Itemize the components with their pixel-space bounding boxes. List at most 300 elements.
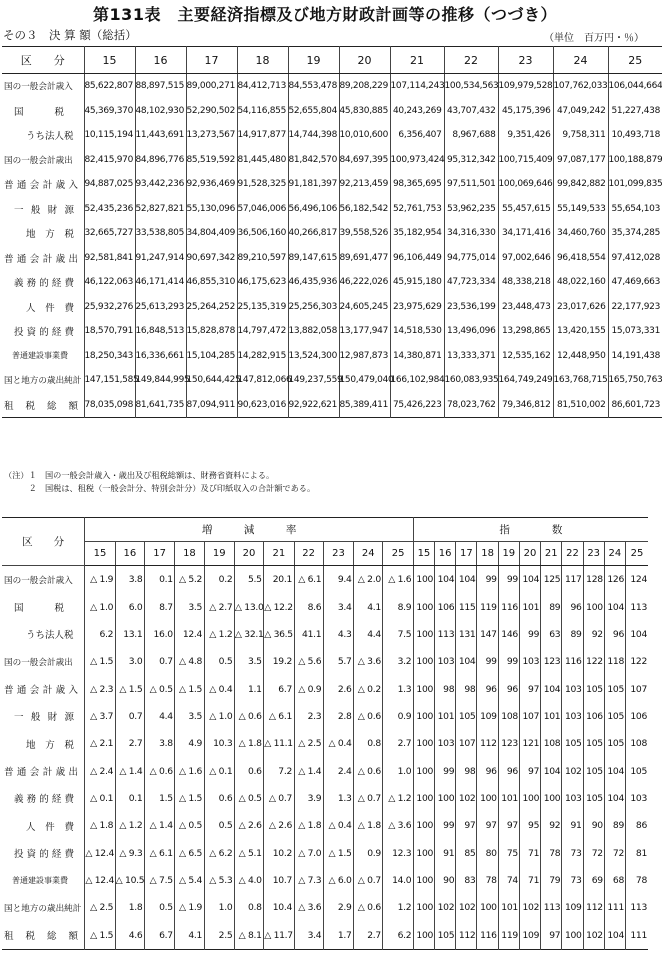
growth-year-header: 19: [204, 542, 234, 566]
index-cell: 106: [435, 593, 456, 620]
value-cell: 10,115,194: [84, 123, 135, 148]
value-cell: 23,448,473: [498, 295, 553, 320]
table-row: [2, 295, 662, 320]
growth-cell: △ 2.7: [204, 593, 234, 620]
growth-cell: △ 3.6: [294, 894, 323, 921]
index-cell: 105: [435, 921, 456, 949]
table-row: [2, 812, 648, 839]
value-cell: 89,208,229: [339, 74, 390, 99]
growth-cell: 2.8: [323, 703, 353, 730]
value-cell: 8,967,688: [444, 123, 498, 148]
growth-cell: 10.7: [264, 867, 294, 894]
value-cell: 160,083,935: [444, 368, 498, 393]
index-cell: 100: [413, 921, 434, 949]
row-label: [2, 648, 85, 675]
value-cell: 52,827,821: [135, 197, 186, 222]
index-year-header: 23: [583, 542, 604, 566]
growth-cell: △ 0.1: [204, 757, 234, 784]
value-cell: 48,102,930: [135, 99, 186, 124]
index-cell: 101: [519, 593, 540, 620]
index-cell: 78: [477, 867, 498, 894]
growth-cell: △ 0.5: [234, 785, 263, 812]
growth-cell: 6.0: [115, 593, 144, 620]
table-row: [2, 730, 648, 757]
growth-cell: 13.1: [115, 621, 144, 648]
value-cell: 35,374,285: [608, 221, 662, 246]
value-cell: 107,762,033: [553, 74, 608, 99]
value-cell: 56,496,106: [288, 197, 339, 222]
value-cell: 55,457,615: [498, 197, 553, 222]
growth-cell: 7.2: [264, 757, 294, 784]
index-cell: 98: [435, 675, 456, 702]
growth-cell: △ 10.5: [115, 867, 144, 894]
growth-cell: △ 1.8: [234, 730, 263, 757]
value-cell: 89,147,615: [288, 246, 339, 271]
index-cell: 97: [519, 675, 540, 702]
value-cell: 12,448,950: [553, 344, 608, 369]
growth-cell: 0.8: [234, 894, 263, 921]
index-cell: 119: [498, 921, 519, 949]
table-row: [2, 393, 662, 418]
growth-cell: 4.3: [323, 621, 353, 648]
table-header-row: [2, 542, 648, 566]
notes: [4, 469, 315, 495]
growth-cell: 2.5: [204, 921, 234, 949]
index-cell: 100: [435, 785, 456, 812]
index-cell: 97: [498, 812, 519, 839]
growth-cell: 12.3: [383, 839, 413, 866]
index-cell: 74: [498, 867, 519, 894]
table-row: [2, 197, 662, 222]
index-year-header: 16: [435, 542, 456, 566]
row-label: [2, 319, 84, 344]
index-cell: 78: [626, 867, 648, 894]
value-cell: 15,073,331: [608, 319, 662, 344]
index-cell: 97: [541, 921, 562, 949]
index-cell: 104: [435, 566, 456, 594]
row-label: [2, 785, 85, 812]
index-cell: 112: [583, 894, 604, 921]
growth-year-header: 16: [115, 542, 144, 566]
index-cell: 104: [541, 757, 562, 784]
index-cell: 98: [456, 675, 477, 702]
growth-cell: 1.3: [323, 785, 353, 812]
index-cell: 78: [541, 839, 562, 866]
value-cell: 14,797,472: [237, 319, 288, 344]
growth-cell: △ 1.5: [175, 785, 204, 812]
index-cell: 100: [413, 621, 434, 648]
growth-cell: 3.5: [175, 593, 204, 620]
value-cell: 48,338,218: [498, 270, 553, 295]
year-header: 22: [444, 47, 498, 74]
index-cell: 107: [519, 703, 540, 730]
row-label: [2, 621, 85, 648]
growth-cell: △ 7.0: [294, 839, 323, 866]
index-cell: 102: [456, 785, 477, 812]
growth-cell: 41.1: [294, 621, 323, 648]
index-cell: 100: [413, 566, 434, 594]
index-cell: 106: [626, 703, 648, 730]
value-cell: 46,175,623: [237, 270, 288, 295]
growth-cell: △ 12.4: [85, 839, 115, 866]
value-cell: 25,932,276: [84, 295, 135, 320]
growth-cell: △ 0.7: [354, 867, 383, 894]
index-cell: 99: [435, 757, 456, 784]
value-cell: 96,418,554: [553, 246, 608, 271]
value-cell: 95,312,342: [444, 148, 498, 173]
index-cell: 96: [604, 621, 625, 648]
value-cell: 109,979,528: [498, 74, 553, 99]
value-cell: 85,389,411: [339, 393, 390, 418]
table-row: [2, 319, 662, 344]
growth-cell: △ 1.8: [85, 812, 115, 839]
growth-cell: 0.8: [354, 730, 383, 757]
index-cell: 100: [583, 593, 604, 620]
value-cell: 13,298,865: [498, 319, 553, 344]
value-cell: 100,069,646: [498, 172, 553, 197]
value-cell: 12,535,162: [498, 344, 553, 369]
index-cell: 104: [541, 675, 562, 702]
value-cell: 18,250,343: [84, 344, 135, 369]
growth-index-table: [2, 517, 648, 950]
row-label-text: 国 税: [14, 603, 64, 615]
index-cell: 72: [604, 839, 625, 866]
growth-cell: 16.0: [144, 621, 174, 648]
table-row: [2, 867, 648, 894]
index-cell: 104: [519, 566, 540, 594]
index-cell: 115: [456, 593, 477, 620]
index-cell: 100: [413, 757, 434, 784]
index-cell: 109: [477, 703, 498, 730]
growth-year-header: 18: [175, 542, 204, 566]
index-cell: 99: [435, 812, 456, 839]
value-cell: 13,882,058: [288, 319, 339, 344]
index-cell: 72: [583, 839, 604, 866]
growth-cell: △ 1.9: [175, 894, 204, 921]
value-cell: 14,282,915: [237, 344, 288, 369]
value-cell: 12,987,873: [339, 344, 390, 369]
row-label: [2, 123, 84, 148]
value-cell: 57,046,006: [237, 197, 288, 222]
growth-cell: 7.5: [383, 621, 413, 648]
growth-cell: 1.0: [383, 757, 413, 784]
index-cell: 103: [519, 648, 540, 675]
value-cell: 100,973,424: [390, 148, 444, 173]
row-label-text: 普通会計歳出: [4, 253, 78, 265]
index-cell: 128: [583, 566, 604, 594]
value-cell: 55,654,103: [608, 197, 662, 222]
growth-cell: △ 1.5: [85, 648, 115, 675]
growth-cell: △ 1.9: [85, 566, 115, 594]
growth-cell: △ 5.1: [234, 839, 263, 866]
growth-year-header: 20: [234, 542, 263, 566]
growth-cell: 2.9: [323, 894, 353, 921]
growth-cell: △ 1.4: [115, 757, 144, 784]
growth-cell: 12.4: [175, 621, 204, 648]
row-label: [2, 730, 85, 757]
index-cell: 100: [413, 812, 434, 839]
index-cell: 63: [541, 621, 562, 648]
table-row: [2, 921, 648, 949]
value-cell: 150,479,040: [339, 368, 390, 393]
growth-cell: △ 1.5: [323, 839, 353, 866]
index-cell: 105: [583, 730, 604, 757]
value-cell: 87,094,911: [186, 393, 237, 418]
value-cell: 81,510,002: [553, 393, 608, 418]
growth-cell: △ 4.8: [175, 648, 204, 675]
index-cell: 89: [562, 621, 583, 648]
header-index-group: 指 数: [413, 518, 648, 542]
settlement-table: [2, 46, 662, 418]
value-cell: 164,749,249: [498, 368, 553, 393]
value-cell: 53,962,235: [444, 197, 498, 222]
value-cell: 97,002,646: [498, 246, 553, 271]
index-cell: 123: [541, 648, 562, 675]
value-cell: 52,435,236: [84, 197, 135, 222]
value-cell: 13,177,947: [339, 319, 390, 344]
growth-cell: 4.1: [175, 921, 204, 949]
table-row: [2, 785, 648, 812]
index-cell: 147: [477, 621, 498, 648]
row-label: [2, 74, 84, 99]
value-cell: 36,506,160: [237, 221, 288, 246]
value-cell: 55,149,533: [553, 197, 608, 222]
index-cell: 96: [498, 757, 519, 784]
index-cell: 108: [626, 730, 648, 757]
growth-cell: 6.7: [264, 675, 294, 702]
growth-cell: 0.1: [115, 785, 144, 812]
growth-cell: △ 3.7: [85, 703, 115, 730]
year-header: 18: [237, 47, 288, 74]
row-label-text: 国の一般会計歳出: [4, 657, 73, 668]
index-cell: 71: [519, 867, 540, 894]
value-cell: 165,750,763: [608, 368, 662, 393]
value-cell: 48,022,160: [553, 270, 608, 295]
row-label-text: 人件費: [26, 302, 74, 314]
growth-cell: 0.2: [204, 566, 234, 594]
index-cell: 80: [477, 839, 498, 866]
index-cell: 92: [541, 812, 562, 839]
growth-cell: △ 2.5: [294, 730, 323, 757]
unit-label: （単位 百万円・％）: [544, 33, 644, 44]
row-label-text: 一般財源: [14, 712, 74, 724]
value-cell: 98,365,695: [390, 172, 444, 197]
value-cell: 13,333,371: [444, 344, 498, 369]
row-label-text: 義務的経費: [14, 794, 74, 806]
value-cell: 45,369,370: [84, 99, 135, 124]
year-header: 24: [553, 47, 608, 74]
table-row: [2, 246, 662, 271]
row-label-text: 国の一般会計歳出: [4, 155, 73, 166]
index-cell: 103: [626, 785, 648, 812]
row-label-text: うち法人税: [26, 131, 74, 143]
growth-cell: △ 1.0: [204, 703, 234, 730]
index-cell: 95: [519, 812, 540, 839]
index-cell: 90: [435, 867, 456, 894]
table-row: [2, 894, 648, 921]
index-cell: 101: [435, 703, 456, 730]
growth-cell: 14.0: [383, 867, 413, 894]
growth-cell: 0.9: [354, 839, 383, 866]
index-cell: 103: [435, 730, 456, 757]
growth-cell: △ 0.6: [234, 703, 263, 730]
index-cell: 104: [456, 566, 477, 594]
index-cell: 101: [498, 785, 519, 812]
index-cell: 105: [583, 675, 604, 702]
index-cell: 73: [562, 867, 583, 894]
index-cell: 102: [456, 894, 477, 921]
value-cell: 15,104,285: [186, 344, 237, 369]
value-cell: 40,266,817: [288, 221, 339, 246]
index-year-header: 25: [626, 542, 648, 566]
growth-cell: △ 1.2: [115, 812, 144, 839]
year-header: 17: [186, 47, 237, 74]
growth-cell: 1.7: [323, 921, 353, 949]
growth-cell: 8.6: [294, 593, 323, 620]
index-cell: 96: [562, 593, 583, 620]
value-cell: 89,000,271: [186, 74, 237, 99]
index-cell: 105: [456, 703, 477, 730]
index-cell: 118: [604, 648, 625, 675]
year-header: 25: [608, 47, 662, 74]
index-cell: 103: [435, 648, 456, 675]
index-cell: 122: [583, 648, 604, 675]
value-cell: 10,493,718: [608, 123, 662, 148]
value-cell: 89,210,597: [237, 246, 288, 271]
growth-cell: △ 1.4: [294, 757, 323, 784]
growth-cell: △ 12.4: [85, 867, 115, 894]
index-cell: 73: [562, 839, 583, 866]
note-line: （注）１ 国の一般会計歳入・歳出及び租税総額は、財務省資料による。: [4, 470, 275, 480]
value-cell: 47,469,663: [608, 270, 662, 295]
row-label: [2, 867, 85, 894]
growth-cell: △ 3.6: [354, 648, 383, 675]
growth-year-header: 22: [294, 542, 323, 566]
growth-cell: △ 8.1: [234, 921, 263, 949]
value-cell: 14,191,438: [608, 344, 662, 369]
index-cell: 100: [413, 648, 434, 675]
growth-cell: △ 0.6: [354, 894, 383, 921]
index-year-header: 21: [541, 542, 562, 566]
growth-cell: 3.8: [144, 730, 174, 757]
index-cell: 96: [477, 675, 498, 702]
index-cell: 97: [456, 812, 477, 839]
value-cell: 14,744,398: [288, 123, 339, 148]
growth-cell: 6.2: [383, 921, 413, 949]
index-cell: 124: [626, 566, 648, 594]
growth-cell: 1.8: [115, 894, 144, 921]
value-cell: 94,887,025: [84, 172, 135, 197]
row-label: [2, 270, 84, 295]
value-cell: 33,538,805: [135, 221, 186, 246]
value-cell: 47,049,242: [553, 99, 608, 124]
row-label: [2, 593, 85, 620]
page-title: 第131表 主要経済指標及び地方財政計画等の推移（つづき）: [93, 5, 557, 24]
index-cell: 75: [498, 839, 519, 866]
growth-cell: △ 36.5: [264, 621, 294, 648]
table-row: [2, 74, 662, 99]
index-cell: 112: [477, 730, 498, 757]
table-row: [2, 344, 662, 369]
table-row: [2, 566, 648, 594]
growth-cell: △ 5.4: [175, 867, 204, 894]
index-cell: 100: [477, 785, 498, 812]
growth-cell: △ 0.7: [354, 785, 383, 812]
value-cell: 25,264,252: [186, 295, 237, 320]
growth-cell: 2.7: [115, 730, 144, 757]
growth-cell: △ 0.6: [354, 703, 383, 730]
growth-cell: △ 0.7: [264, 785, 294, 812]
table-row: [2, 148, 662, 173]
index-cell: 83: [456, 867, 477, 894]
table-header-row: [2, 518, 648, 542]
value-cell: 14,380,871: [390, 344, 444, 369]
table-row: [2, 648, 648, 675]
index-cell: 103: [562, 703, 583, 730]
row-label-text: 国の一般会計歳入: [4, 575, 73, 586]
growth-cell: 0.7: [115, 703, 144, 730]
row-label: [2, 295, 84, 320]
index-cell: 96: [498, 675, 519, 702]
growth-cell: △ 4.0: [234, 867, 263, 894]
growth-cell: 1.0: [204, 894, 234, 921]
value-cell: 52,761,753: [390, 197, 444, 222]
row-label-text: 国と地方の歳出純計: [4, 376, 82, 387]
growth-cell: △ 2.3: [85, 675, 115, 702]
value-cell: 46,855,310: [186, 270, 237, 295]
value-cell: 18,570,791: [84, 319, 135, 344]
index-cell: 121: [519, 730, 540, 757]
growth-cell: 8.9: [383, 593, 413, 620]
growth-cell: 6.2: [85, 621, 115, 648]
growth-cell: △ 2.6: [264, 812, 294, 839]
growth-cell: △ 0.4: [323, 730, 353, 757]
index-cell: 100: [519, 785, 540, 812]
value-cell: 99,842,882: [553, 172, 608, 197]
header-growth-group: 増 減 率: [85, 518, 413, 542]
growth-cell: △ 1.8: [354, 812, 383, 839]
table-row: [2, 270, 662, 295]
growth-cell: △ 2.6: [234, 812, 263, 839]
index-cell: 126: [604, 566, 625, 594]
value-cell: 24,605,245: [339, 295, 390, 320]
index-cell: 116: [477, 921, 498, 949]
row-label: [2, 368, 84, 393]
index-cell: 100: [413, 730, 434, 757]
growth-cell: 1.2: [383, 894, 413, 921]
header-label: 区 分: [2, 518, 85, 566]
row-label: [2, 221, 84, 246]
growth-cell: 3.4: [323, 593, 353, 620]
table-row: [2, 99, 662, 124]
growth-year-header: 17: [144, 542, 174, 566]
year-header: 20: [339, 47, 390, 74]
index-cell: 105: [562, 730, 583, 757]
value-cell: 34,804,409: [186, 221, 237, 246]
growth-cell: 2.7: [383, 730, 413, 757]
value-cell: 88,897,515: [135, 74, 186, 99]
index-cell: 100: [413, 703, 434, 730]
growth-cell: △ 2.1: [85, 730, 115, 757]
value-cell: 96,106,449: [390, 246, 444, 271]
table-row: [2, 123, 662, 148]
value-cell: 78,023,762: [444, 393, 498, 418]
index-cell: 92: [583, 621, 604, 648]
value-cell: 45,175,396: [498, 99, 553, 124]
growth-cell: 0.5: [144, 894, 174, 921]
growth-cell: 5.7: [323, 648, 353, 675]
index-cell: 116: [562, 648, 583, 675]
